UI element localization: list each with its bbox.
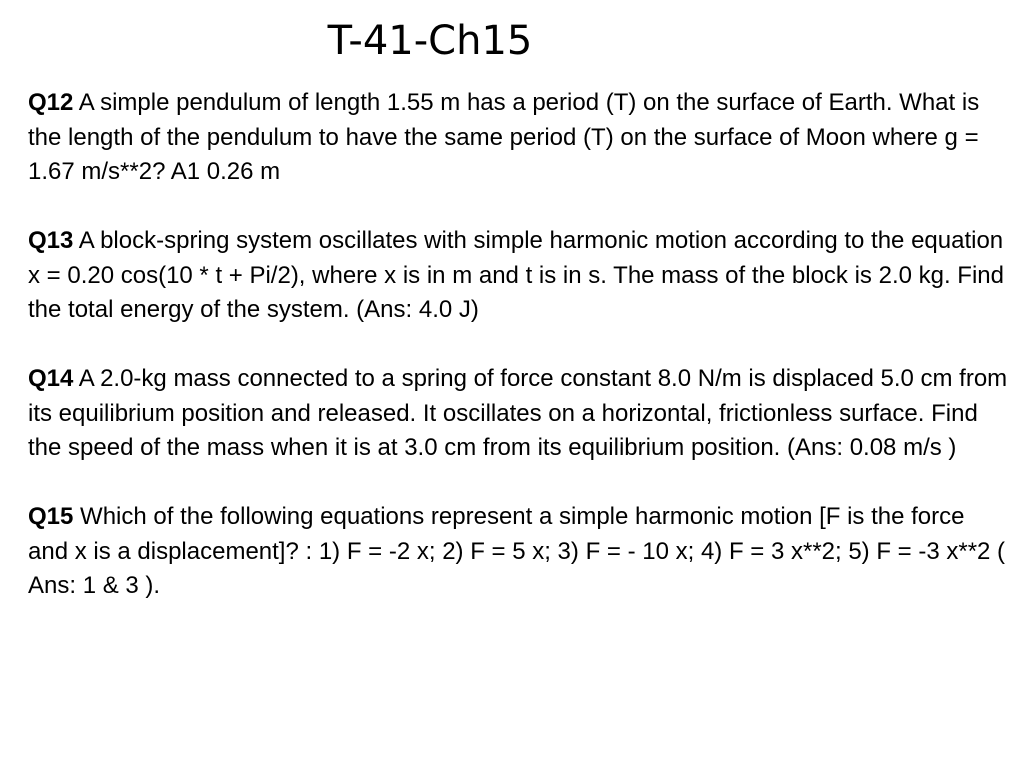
question-q12: [28, 86, 1008, 190]
question-number: Q12: [28, 89, 74, 116]
question-text: A block-spring system oscillates with simple harmonic motion according to the equation x = 0.20 cos(10 * t + Pi/2), where x is in m and t is in s. The mass of the block is 2.0 kg. Find the total energy of the system. (Ans: 4.0 J): [28, 227, 1004, 323]
question-q13: [28, 224, 1008, 328]
question-text: A 2.0-kg mass connected to a spring of force constant 8.0 N/m is displaced 5.0 cm from its equilibrium position and released. It oscillates on a horizontal, frictionless surface. Find the speed of the mass when it is at 3.0 cm from its equilibrium position. (Ans: 0.08 m/s ): [28, 365, 1008, 461]
question-q15: [28, 500, 1008, 604]
question-list: [28, 86, 1008, 638]
question-text: Which of the following equations represent a simple harmonic motion [F is the force and x is a displacement]? : 1) F = -2 x; 2) F = 5 x; 3) F = - 10 x; 4) F = 3 x**2; 5) F = -3 x**2 ( Ans: 1 & 3 ).: [28, 503, 1006, 599]
question-q14: [28, 362, 1008, 466]
question-number: Q14: [28, 365, 74, 392]
question-text: A simple pendulum of length 1.55 m has a period (T) on the surface of Earth. What is the length of the pendulum to have the same period (T) on the surface of Moon where g = 1.67 m/s**2? A1 0.26 m: [28, 89, 980, 185]
slide-title: T-41-Ch15: [327, 18, 533, 64]
question-number: Q15: [28, 503, 74, 530]
question-number: Q13: [28, 227, 74, 254]
